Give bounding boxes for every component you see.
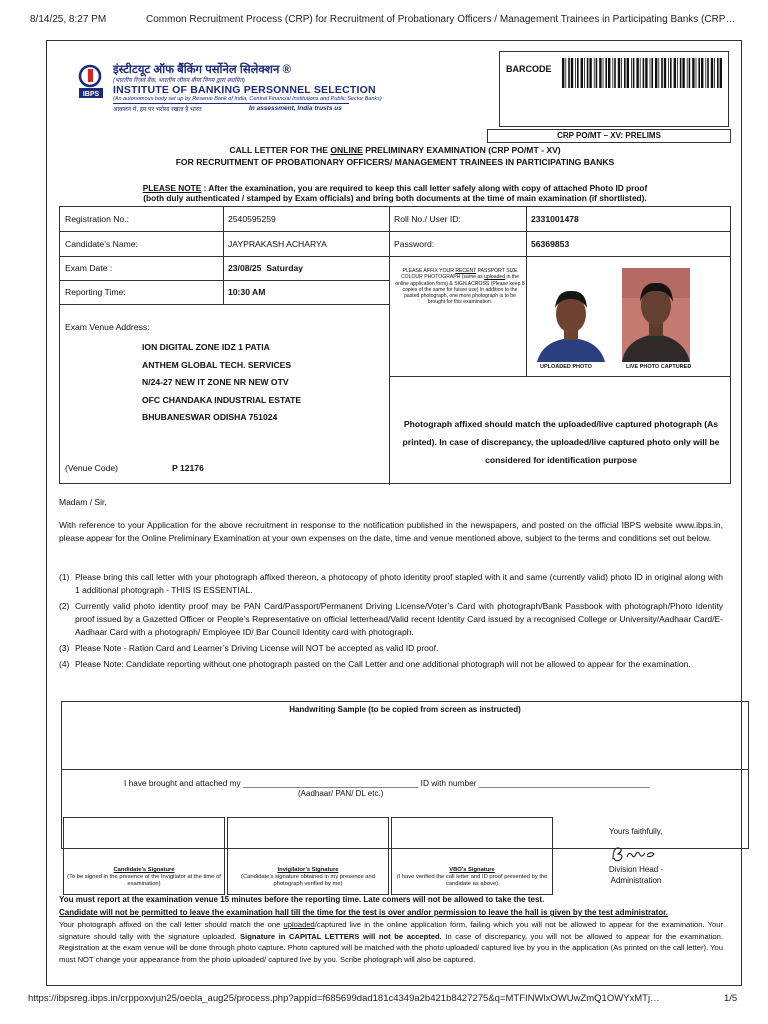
signatory-line: Division Head - <box>608 865 664 874</box>
candidate-details-table <box>59 206 731 484</box>
please-note-line-2: (both duly authenticated / stamped by Exam officials) and bring both documents at the time of main examination (if shortlisted). <box>143 193 647 203</box>
signature-title: Candidate’s Signature <box>113 867 175 873</box>
signature-desc: (To be signed in the presence of the Invigilator at the time of examination) <box>67 874 221 887</box>
ibps-logo-icon <box>77 64 105 100</box>
institute-hindi-subtitle: (भारतीय रिज़र्व बैंक, भारतीय जीवन बीमा निगम द्वारा स्थापित) <box>113 78 245 84</box>
barcode-bar <box>720 58 722 88</box>
id-proof-line: I have brought and attached my ______________________________________ ID with number _____________________________________ <box>124 778 650 788</box>
barcode-bar <box>696 58 697 88</box>
password-label: Password: <box>394 238 435 249</box>
barcode-bar <box>698 58 700 88</box>
instructions-list <box>59 571 723 673</box>
barcode-bar <box>643 58 645 88</box>
barcode-bar <box>614 58 616 88</box>
barcode-bar <box>714 58 715 88</box>
barcode-label: BARCODE <box>506 64 552 74</box>
barcode-bar <box>621 58 622 88</box>
list-item <box>59 658 723 671</box>
barcode-bar <box>692 58 694 88</box>
signature-caption <box>228 867 388 888</box>
institute-hindi-name: इंस्टीटयूट ऑफ बैंकिंग पर्सोनेल सिलेक्शन ® <box>113 64 292 76</box>
print-header <box>0 0 768 28</box>
barcode-bar <box>707 58 709 88</box>
signature-desc: (Candidate’s signature obtained in my presence and photograph verified by me) <box>241 874 375 887</box>
barcode-bar <box>655 58 657 88</box>
venue-line: ANTHEM GLOBAL TECH. SERVICES <box>142 359 292 370</box>
venue-code-label: (Venue Code) <box>65 463 119 473</box>
handwriting-divider <box>62 769 748 770</box>
barcode-bar <box>584 58 585 88</box>
barcode-bar <box>682 58 684 88</box>
barcode-bar <box>677 58 678 88</box>
affix-text: PLEASE AFFIX YOUR <box>402 268 454 274</box>
id-proof-types: (Aadhaar/ PAN/ DL etc.) <box>298 789 384 798</box>
barcode-bar <box>589 58 591 88</box>
signature-title: Invigilator’s Signature <box>277 867 339 873</box>
barcode-bar <box>711 58 713 88</box>
barcode-bar <box>645 58 647 88</box>
barcode-bar <box>565 58 566 88</box>
barcode-bar <box>701 58 703 88</box>
note-text: Your photograph affixed on the call letter should match the one <box>59 920 284 929</box>
list-item-number: (4) <box>59 658 70 669</box>
exam-tag: CRP PO/MT – XV: PRELIMS <box>487 129 731 143</box>
list-item-text: Please bring this call letter with your photograph affixed thereon, a photocopy of photo identity proof stapled with it and same (currently valid) photo ID in original along with 1 additional photograph - THIS IS ESSENTIAL. <box>75 572 723 596</box>
list-item-number: (2) <box>59 600 70 611</box>
barcode-bar <box>640 58 641 88</box>
barcode-bar <box>612 58 613 88</box>
please-note-line-1 <box>47 183 743 193</box>
barcode-bar <box>594 58 595 88</box>
venue-label: Exam Venue Address: <box>65 322 150 332</box>
barcode-bar <box>670 58 672 88</box>
barcode-bar <box>651 58 653 88</box>
uploaded-photo-caption: UPLOADED PHOTO <box>540 364 592 370</box>
barcode-bar <box>668 58 669 88</box>
registration-label: Registration No.: <box>65 214 130 224</box>
barcode-bar <box>596 58 598 88</box>
barcode-bar <box>568 58 570 88</box>
signatory-designation <box>591 865 681 886</box>
yours-faithfully: Yours faithfully, <box>609 827 663 836</box>
invigilator-signature-box <box>227 817 389 895</box>
venue-code: P 12176 <box>172 463 204 473</box>
title-part: CALL LETTER FOR THE <box>229 145 331 155</box>
barcode-bar <box>687 58 688 88</box>
institute-english-subtitle: (An autonomous body set up by Reserve Bank of India, Central Financial Institutions and Public Sector Banks) <box>113 96 382 102</box>
live-captured-photo-image <box>622 268 690 362</box>
barcode-bar <box>661 58 663 88</box>
affix-text: in the online application form) & SIGN ACROSS (Please keep 8 copies of the same for future use) In addition to the pasted photograph, one more photograph is to be brought for this examination. <box>395 274 525 306</box>
barcode-bar <box>575 58 576 88</box>
barcode-bar <box>608 58 610 88</box>
registration-number: 2540595259 <box>228 214 276 224</box>
roll-number-label: Roll No./ User ID: <box>394 214 461 224</box>
note-uploaded: uploaded <box>283 920 315 929</box>
barcode-bar <box>562 58 564 88</box>
roll-number: 2331001478 <box>531 214 579 224</box>
list-item <box>59 642 723 655</box>
exam-day-value: Saturday <box>266 263 304 273</box>
affix-uploaded: uploaded <box>484 274 506 281</box>
report-time-note: You must report at the examination venue 15 minutes before the reporting time. Late comers will not be allowed to take the test. <box>59 895 545 904</box>
institute-english-name: INSTITUTE OF BANKING PERSONNEL SELECTION <box>113 84 376 96</box>
uploaded-photo-image <box>535 280 607 362</box>
barcode-bar <box>664 58 666 88</box>
barcode-bar <box>680 58 682 88</box>
candidate-name-label: Candidate’s Name: <box>65 238 138 249</box>
reporting-time: 10:30 AM <box>228 287 266 297</box>
venue-line: ION DIGITAL ZONE IDZ 1 PATIA <box>142 342 270 352</box>
venue-address <box>142 339 301 427</box>
title-online: ONLINE <box>330 145 363 155</box>
list-item-text: Currently valid photo identity proof may be PAN Card/Passport/Permanent Driving License/Voter’s Card with photograph/Bank Passbook with photograph/Photo Identity proof issued by a Gazetted Officer or People’s Representative on official letterhead/Valid recent Identity Card issued by a recognised College or University/Aadhaar Card/E-Aadhaar Card with a photograph/ Employee ID/ Bar Council Identity card with photograph. <box>75 600 723 638</box>
note-text: /captured live in the online application form, failing which you will not be allowed to appear for the examination. Your signature should tally with the signature uploaded. <box>59 920 723 941</box>
print-page-number: 1/5 <box>724 993 738 1004</box>
reporting-time-label: Reporting Time: <box>65 287 126 297</box>
barcode-bar <box>650 58 651 88</box>
intro-paragraph: With reference to your Application for the above recruitment in response to the notification published in the newspapers, and posted on the official IBPS website www.ibps.in, please appear for the Online Preliminary Examination at your own expenses on the date, time and venue mentioned above, subject to the terms and conditions set out below. <box>59 520 723 544</box>
barcode-bar <box>605 58 607 88</box>
please-note-text: : After the examination, you are required to keep this call letter safely along with copy of attached Photo ID proof <box>201 183 648 193</box>
barcode-bar <box>599 58 601 88</box>
please-note-label: PLEASE NOTE <box>142 183 202 193</box>
list-item <box>59 571 723 597</box>
print-url: https://ibpsreg.ibps.in/crppoxvjun25/oecla_aug25/process.php?appid=f685699dad181c4349a2b421b8427275&q=MTFINWlxOWUwZmQ1OWYxMTj… <box>28 993 660 1004</box>
list-item-number: (3) <box>59 643 70 654</box>
list-item-text: Please Note - Ration Card and Learner’s Driving License will NOT be accepted as valid ID proof. <box>75 643 439 654</box>
call-letter-title <box>47 145 743 155</box>
print-datetime: 8/14/25, 8:27 PM <box>30 14 107 25</box>
title-part: PRELIMINARY EXAMINATION (CRP PO/MT - XV) <box>362 145 561 155</box>
handwritten-signature <box>609 843 659 865</box>
barcode-bar <box>618 58 620 88</box>
svg-text:IBPS: IBPS <box>82 91 100 98</box>
barcode-bar <box>581 58 583 88</box>
signature-caption <box>64 867 224 888</box>
barcode-bar <box>571 58 573 88</box>
live-photo-caption: LIVE PHOTO CAPTURED <box>626 364 692 370</box>
leave-hall-note: Candidate will not be permitted to leave the examination hall till the time for the test is over and/or permission to leave the hall is given by the test administrator. <box>59 908 669 917</box>
barcode-bar <box>689 58 691 88</box>
list-item-number: (1) <box>59 572 70 582</box>
barcode-bar <box>631 58 632 88</box>
note-text: In case of discrepancy, you will not be allowed to appear for the examination. Registration at the exam venue will be done through photo capture. Photo captured will be matched with the photo uploaded/ captured live by you in the application (As printed on the call letter). You must NOT change your appearance from the photo uploaded/ captured live by you. Scribe photograph will also be captured. <box>59 931 723 964</box>
signature-caption <box>392 867 552 888</box>
call-letter-subtitle: FOR RECRUITMENT OF PROBATIONARY OFFICERS/ MANAGEMENT TRAINEES IN PARTICIPATING BANKS <box>175 157 615 167</box>
tagline-english: In assessment, India trusts us <box>249 105 342 112</box>
tagline-hindi: आकलन में, हम पर भरोसा रखता है भारत <box>113 107 202 113</box>
candidate-name: JAYPRAKASH ACHARYA <box>228 238 327 249</box>
barcode-bar <box>658 58 659 88</box>
call-letter-page <box>46 40 742 986</box>
photo-match-note: Photograph affixed should match the uploaded/live captured photograph (As printed). In case of discrepancy, the uploaded/live captured photo only will be considered for identification purpose <box>402 419 720 465</box>
barcode-bar <box>603 58 604 88</box>
logo-divider <box>113 103 349 104</box>
venue-line: N/24-27 NEW IT ZONE NR NEW OTV <box>142 377 289 387</box>
barcode-bar <box>636 58 638 88</box>
barcode-bar <box>674 58 676 88</box>
barcode-bar <box>624 58 626 88</box>
salutation: Madam / Sir, <box>59 497 107 507</box>
candidate-signature-box <box>63 817 225 895</box>
note-capital-letters: Signature in CAPITAL LETTERS will not be accepted. <box>240 931 442 941</box>
barcode-image <box>562 58 722 88</box>
list-item-text: Please Note: Candidate reporting without one photograph pasted on the Call Letter and one additional photograph will not be allowed to appear for the examination. <box>75 658 691 669</box>
barcode-bar <box>587 58 589 88</box>
print-page-title: Common Recruitment Process (CRP) for Recruitment of Probationary Officers / Management Trainees in Participating Banks (CRP… <box>146 14 736 25</box>
photo-signature-note <box>59 919 723 965</box>
barcode-bar <box>627 58 629 88</box>
barcode-bar <box>717 58 719 88</box>
signature-title: VBO’s Signature <box>449 867 495 873</box>
signature-desc: (I have verified the call letter and ID proof presented by the candidate as above) <box>396 874 548 887</box>
affix-text: PASSPORT SIZE COLOUR PHOTOGRAPH (same as <box>401 268 518 281</box>
exam-date-value: 23/08/25 <box>228 263 262 273</box>
handwriting-sample-title: Handwriting Sample (to be copied from screen as instructed) <box>289 705 521 714</box>
list-item <box>59 600 723 640</box>
print-footer <box>0 990 768 1014</box>
signatory-line: Administration <box>610 875 662 885</box>
barcode-bar <box>705 58 706 88</box>
barcode-box <box>499 51 729 127</box>
barcode-bar <box>633 58 635 88</box>
vbo-signature-box <box>391 817 553 895</box>
venue-line: BHUBANESWAR ODISHA 751024 <box>142 412 278 422</box>
affix-photo-instructions <box>395 268 525 306</box>
venue-line: OFC CHANDAKA INDUSTRIAL ESTATE <box>142 394 302 405</box>
affix-recent: RECENT <box>455 268 477 274</box>
barcode-bar <box>577 58 579 88</box>
exam-date <box>223 256 389 280</box>
exam-date-label: Exam Date : <box>65 263 113 273</box>
password-value: 56369853 <box>531 238 570 249</box>
